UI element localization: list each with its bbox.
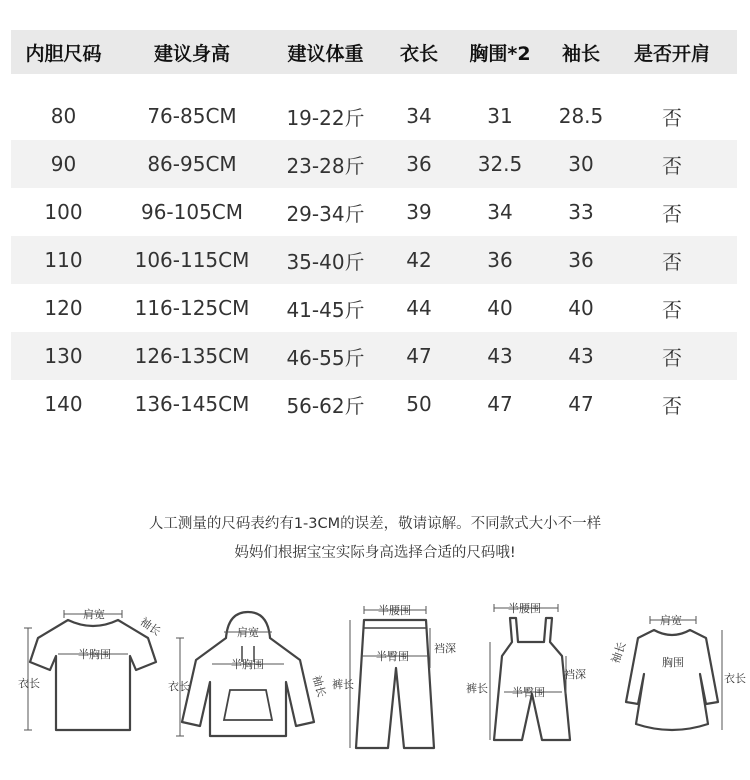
pants-diagram (330, 590, 460, 770)
cell-height: 116-125CM (134, 296, 250, 320)
size-table (11, 30, 737, 428)
table-row (11, 332, 737, 380)
cell-length: 42 (406, 248, 432, 272)
cell-height: 86-95CM (147, 152, 237, 176)
cell-height: 106-115CM (134, 248, 250, 272)
cell-open-shoulder: 否 (662, 249, 682, 274)
cell-sleeve: 43 (568, 344, 594, 368)
measurement-note-line-1: 人工测量的尺码表约有1-3CM的误差，敬请谅解。不同款式大小不一样 (148, 516, 602, 532)
hoodie-sleeve-label: 袖长 (309, 673, 329, 699)
cell-size: 110 (44, 248, 83, 272)
cell-open-shoulder: 否 (662, 201, 682, 226)
tshirt-sleeve-label: 袖长 (137, 615, 164, 639)
cell-open-shoulder: 否 (662, 153, 682, 178)
dress-chest-label: 胸围 (662, 656, 684, 669)
overalls-hip-label: 半臀围 (512, 686, 545, 699)
header-chest: 胸围*2 (469, 42, 531, 65)
header-length: 衣长 (399, 42, 438, 65)
measurement-note-line-2: 妈妈们根据宝宝实际身高选择合适的尺码哦! (234, 545, 516, 561)
hoodie-shoulder-label: 肩宽 (237, 626, 259, 639)
cell-height: 96-105CM (140, 200, 244, 224)
overalls-waist-label: 半腰围 (508, 602, 541, 615)
cell-weight: 46-55斤 (286, 345, 365, 370)
cell-size: 80 (50, 104, 77, 128)
header-weight: 建议体重 (287, 42, 364, 65)
hoodie-chest-label: 半胸围 (231, 658, 264, 671)
table-row (11, 284, 737, 332)
cell-chest: 40 (487, 296, 513, 320)
pants-waist-label: 半腰围 (378, 604, 411, 617)
tshirt-shoulder-label: 肩宽 (83, 608, 105, 621)
dress-shoulder-label: 肩宽 (660, 614, 682, 627)
overalls-outline (494, 618, 570, 740)
header-open-shoulder: 是否开肩 (633, 42, 710, 65)
cell-weight: 56-62斤 (286, 393, 365, 418)
cell-size: 100 (44, 200, 83, 224)
dress-diagram (608, 590, 746, 770)
table-row (11, 92, 737, 140)
cell-size: 140 (44, 392, 83, 416)
overalls-diagram (464, 590, 594, 770)
tshirt-chest-label: 半胸围 (78, 648, 111, 661)
measurement-diagrams (0, 590, 750, 770)
cell-length: 36 (406, 152, 432, 176)
overalls-length-label: 裤长 (466, 682, 488, 695)
cell-sleeve: 47 (568, 392, 594, 416)
hoodie-diagram (168, 590, 328, 770)
cell-weight: 19-22斤 (286, 105, 365, 130)
cell-length: 47 (406, 344, 432, 368)
tshirt-length-label: 衣长 (18, 677, 40, 690)
header-sleeve: 袖长 (561, 42, 600, 65)
cell-weight: 35-40斤 (286, 249, 365, 274)
table-row (11, 188, 737, 236)
cell-sleeve: 40 (568, 296, 594, 320)
cell-length: 44 (406, 296, 432, 320)
cell-open-shoulder: 否 (662, 393, 682, 418)
cell-sleeve: 33 (568, 200, 594, 224)
pants-hip-label: 半臀围 (376, 650, 409, 663)
cell-height: 126-135CM (134, 344, 250, 368)
table-row (11, 236, 737, 284)
header-size: 内胆尺码 (25, 42, 102, 65)
pants-outline (356, 620, 434, 748)
hoodie-length-label: 衣长 (168, 680, 190, 693)
cell-length: 34 (406, 104, 432, 128)
cell-chest: 32.5 (477, 152, 523, 176)
cell-length: 39 (406, 200, 432, 224)
cell-chest: 31 (487, 104, 513, 128)
cell-length: 50 (406, 392, 432, 416)
cell-sleeve: 36 (568, 248, 594, 272)
cell-size: 120 (44, 296, 83, 320)
overalls-rise-label: 裆深 (564, 668, 586, 681)
table-header-row (11, 30, 737, 74)
cell-weight: 23-28斤 (286, 153, 365, 178)
pants-rise-label: 裆深 (434, 642, 456, 655)
dress-length-label: 衣长 (724, 672, 746, 685)
cell-sleeve: 30 (568, 152, 594, 176)
table-row (11, 380, 737, 428)
cell-open-shoulder: 否 (662, 297, 682, 322)
cell-open-shoulder: 否 (662, 345, 682, 370)
cell-size: 130 (44, 344, 83, 368)
cell-chest: 47 (487, 392, 513, 416)
cell-chest: 43 (487, 344, 513, 368)
cell-height: 76-85CM (147, 104, 237, 128)
header-height: 建议身高 (153, 42, 230, 65)
table-row (11, 140, 737, 188)
cell-height: 136-145CM (134, 392, 250, 416)
cell-size: 90 (50, 152, 77, 176)
cell-weight: 41-45斤 (286, 297, 365, 322)
tshirt-outline (30, 620, 156, 730)
dress-sleeve-label: 袖长 (608, 640, 629, 666)
pants-length-label: 裤长 (332, 678, 354, 691)
cell-open-shoulder: 否 (662, 105, 682, 130)
cell-chest: 34 (487, 200, 513, 224)
cell-chest: 36 (487, 248, 513, 272)
tshirt-diagram (18, 590, 168, 770)
cell-weight: 29-34斤 (286, 201, 365, 226)
cell-sleeve: 28.5 (558, 104, 604, 128)
dress-outline (626, 630, 718, 730)
